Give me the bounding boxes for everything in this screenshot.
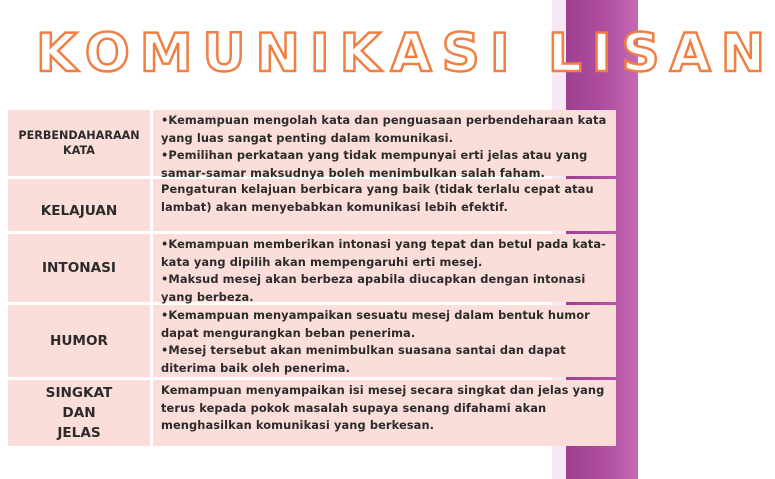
description-point: •Kemampuan memberikan intonasi yang tepat dan betul pada kata-kata yang dipilih akan mempengaruhi erti mesej. bbox=[161, 237, 606, 269]
description-point: •Maksud mesej akan berbeza apabila diucapkan dengan intonasi yang berbeza. bbox=[161, 272, 586, 304]
row-description bbox=[153, 305, 616, 377]
slide-title: KOMUNIKASI LISAN bbox=[36, 23, 775, 84]
description-point: •Kemampuan mengolah kata dan penguasaan perbendeharaan kata yang luas sangat penting dalam komunikasi. bbox=[161, 113, 607, 145]
description-point: Kemampuan menyampaikan isi mesej secara singkat dan jelas yang terus kepada pokok masalah supaya senang difahami akan menghasilkan komunikasi yang berkesan. bbox=[161, 383, 605, 432]
row-description bbox=[153, 110, 616, 180]
table-row-perbendaharaan-kata bbox=[8, 110, 616, 180]
row-description bbox=[153, 380, 616, 446]
row-label: PERBENDAHARAAN KATA bbox=[8, 110, 153, 176]
content-table bbox=[8, 110, 616, 446]
description-point: Pengaturan kelajuan berbicara yang baik (tidak terlalu cepat atau lambat) akan menyebabkan komunikasi lebih efektif. bbox=[161, 182, 594, 214]
table-row-humor bbox=[8, 305, 616, 377]
row-description bbox=[153, 179, 616, 231]
table-row-intonasi bbox=[8, 234, 616, 302]
row-label: KELAJUAN bbox=[8, 179, 153, 231]
row-label: INTONASI bbox=[8, 234, 153, 302]
description-point: •Kemampuan menyampaikan sesuatu mesej dalam bentuk humor dapat mengurangkan beban penerima. bbox=[161, 308, 590, 340]
table-row-kelajuan bbox=[8, 179, 616, 231]
description-point: •Pemilihan perkataan yang tidak mempunyai erti jelas atau yang samar-samar maksudnya boleh menimbulkan salah faham. bbox=[161, 148, 588, 180]
description-point: •Mesej tersebut akan menimbulkan suasana santai dan dapat diterima baik oleh penerima. bbox=[161, 343, 566, 375]
row-label: HUMOR bbox=[8, 305, 153, 377]
row-description bbox=[153, 234, 616, 302]
row-label: SINGKAT DAN JELAS bbox=[8, 380, 153, 446]
table-row-singkat-dan-jelas bbox=[8, 380, 616, 446]
